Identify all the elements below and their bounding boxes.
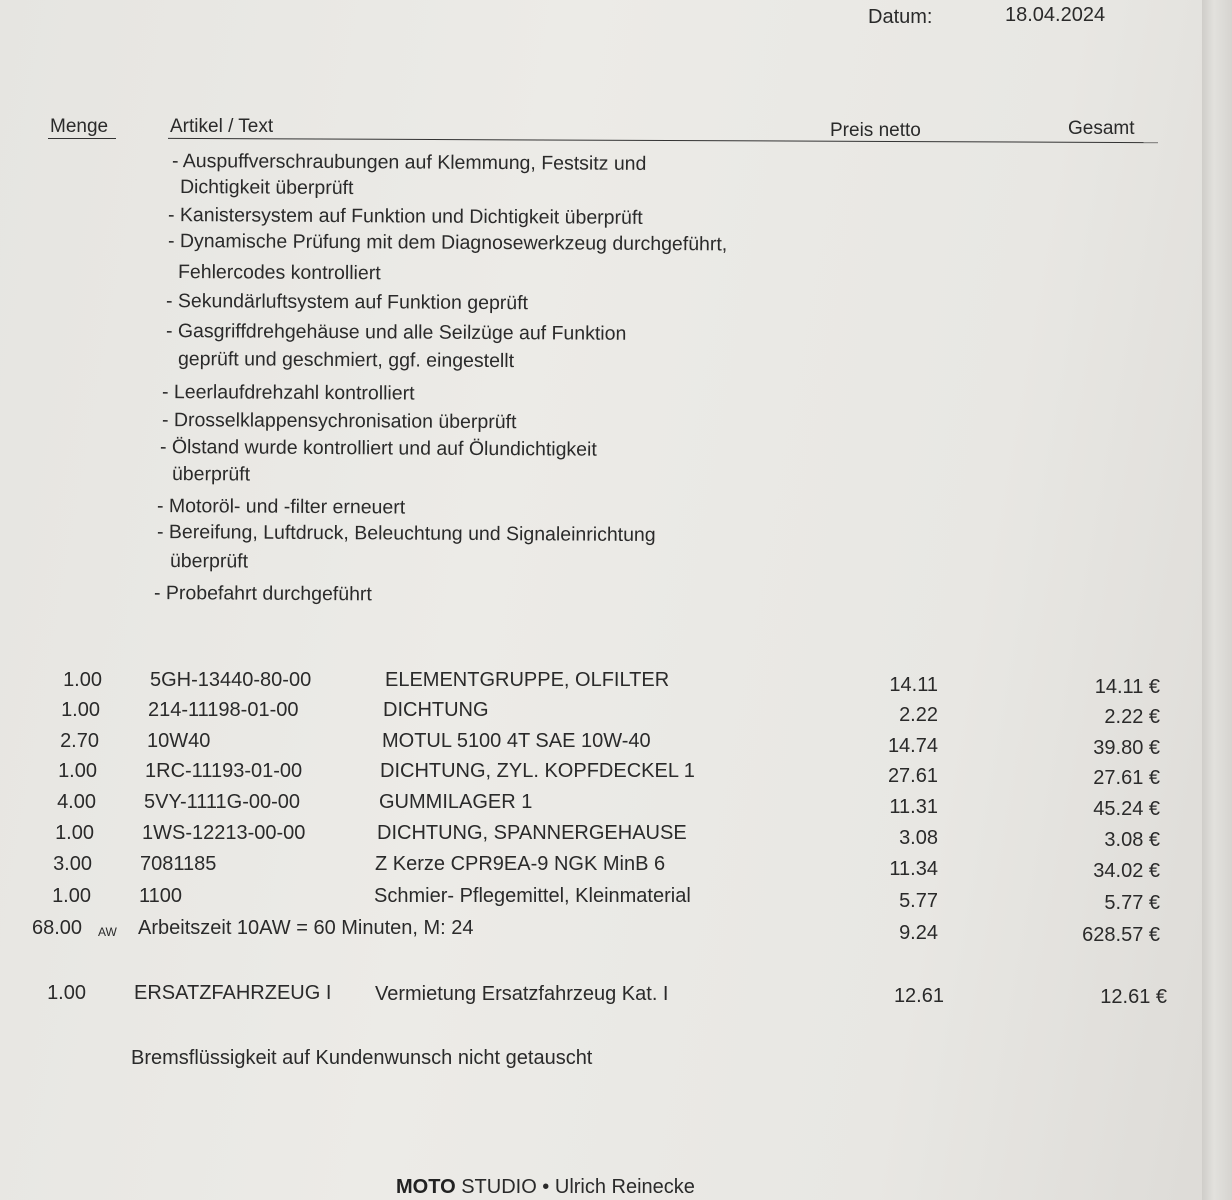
item-price: 14.11 [889, 674, 938, 696]
service-line: - Ölstand wurde kontrolliert und auf Ölundichtigkeit [159, 436, 597, 461]
brand-bold: MOTO [396, 1176, 456, 1198]
service-line: - Auspuffverschraubungen auf Klemmung, Festsitz und [171, 150, 647, 175]
item-qty: 3.00 [53, 853, 92, 875]
item-total: 34.02 € [1093, 860, 1160, 882]
item-desc: ELEMENTGRUPPE, OLFILTER [385, 669, 670, 691]
item-code: 5GH-13440-80-00 [150, 669, 312, 691]
item-code: Arbeitszeit 10AW = 60 Minuten, M: 24 [138, 917, 474, 939]
item-total: 14.11 € [1094, 676, 1160, 698]
service-line: geprüft und geschmiert, ggf. eingestellt [177, 348, 515, 373]
service-line: - Bereifung, Luftdruck, Beleuchtung und Signaleinrichtung [156, 521, 656, 547]
service-line: - Sekundärluftsystem auf Funktion geprüft [165, 290, 529, 315]
service-line: - Probefahrt durchgeführt [153, 582, 372, 606]
date-value: 18.04.2024 [1005, 4, 1106, 26]
service-line: - Dynamische Prüfung mit dem Diagnosewerkzeug durchgeführt, [167, 230, 728, 256]
col-gesamt: Gesamt [1068, 118, 1135, 139]
item-price: 9.24 [899, 922, 938, 944]
item-desc: DICHTUNG, SPANNERGEHAUSE [377, 822, 687, 844]
item-code: 1100 [139, 885, 183, 907]
service-line: Dichtigkeit überprüft [179, 176, 354, 200]
header-underline [168, 138, 1158, 143]
rental-total: 12.61 € [1100, 986, 1167, 1008]
service-line: - Motoröl- und -filter erneuert [156, 495, 406, 519]
rental-qty: 1.00 [47, 982, 86, 1004]
item-code: 1WS-12213-00-00 [142, 822, 306, 844]
item-total: 3.08 € [1104, 829, 1160, 851]
brand-rest: STUDIO • Ulrich Reinecke [455, 1176, 695, 1198]
item-price: 27.61 [887, 765, 938, 787]
note: Bremsflüssigkeit auf Kundenwunsch nicht getauscht [131, 1047, 593, 1069]
item-total: 2.22 € [1104, 706, 1160, 728]
item-qty: 4.00 [57, 791, 96, 813]
item-desc: GUMMILAGER 1 [379, 791, 533, 813]
service-line: - Drosselklappensychronisation überprüft [161, 409, 517, 434]
service-line: überprüft [171, 463, 251, 486]
paper-edge [1202, 0, 1232, 1200]
item-total: 27.61 € [1093, 767, 1160, 789]
header-underline [48, 138, 116, 139]
item-total: 5.77 € [1104, 892, 1160, 914]
item-desc: Z Kerze CPR9EA-9 NGK MinB 6 [375, 853, 666, 875]
item-qty: 1.00 [52, 885, 91, 907]
item-desc: Schmier- Pflegemittel, Kleinmaterial [374, 885, 691, 907]
col-artikel: Artikel / Text [170, 116, 274, 137]
rental-desc: Vermietung Ersatzfahrzeug Kat. I [375, 983, 669, 1005]
item-unit: AW [98, 925, 117, 939]
item-price: 14.74 [887, 735, 938, 757]
item-code: 1RC-11193-01-00 [145, 760, 303, 782]
item-code: 7081185 [140, 853, 217, 875]
item-desc: DICHTUNG [383, 699, 489, 721]
item-price: 11.31 [889, 796, 938, 818]
service-line: - Leerlaufdrehzahl kontrolliert [161, 381, 415, 405]
item-code: 214-11198-01-00 [148, 699, 299, 721]
rental-price: 12.61 [893, 985, 944, 1007]
footer-brand [396, 1176, 695, 1199]
item-total: 45.24 € [1093, 798, 1160, 820]
item-qty: 2.70 [60, 730, 99, 752]
item-total: 628.57 € [1082, 924, 1160, 946]
service-line: überprüft [169, 550, 249, 573]
rental-code: ERSATZFAHRZEUG I [134, 982, 332, 1004]
service-line: - Gasgriffdrehgehäuse und alle Seilzüge auf Funktion [165, 320, 627, 345]
item-qty: 68.00 [32, 917, 83, 939]
item-price: 11.34 [889, 858, 938, 880]
item-price: 2.22 [899, 704, 938, 726]
item-qty: 1.00 [55, 822, 94, 844]
service-line: - Kanistersystem auf Funktion und Dichtigkeit überprüft [167, 204, 643, 229]
service-line: Fehlercodes kontrolliert [177, 261, 381, 285]
col-menge: Menge [50, 116, 109, 137]
item-total: 39.80 € [1093, 737, 1160, 759]
item-desc: MOTUL 5100 4T SAE 10W-40 [382, 730, 651, 752]
item-qty: 1.00 [61, 699, 100, 721]
item-price: 5.77 [899, 890, 938, 912]
item-qty: 1.00 [63, 669, 102, 691]
date-label: Datum: [868, 6, 933, 28]
col-preis: Preis netto [830, 120, 921, 141]
item-code: 5VY-1111G-00-00 [144, 791, 301, 813]
item-price: 3.08 [899, 827, 938, 849]
item-qty: 1.00 [58, 760, 97, 782]
item-code: 10W40 [147, 730, 211, 752]
item-desc: DICHTUNG, ZYL. KOPFDECKEL 1 [380, 760, 695, 782]
